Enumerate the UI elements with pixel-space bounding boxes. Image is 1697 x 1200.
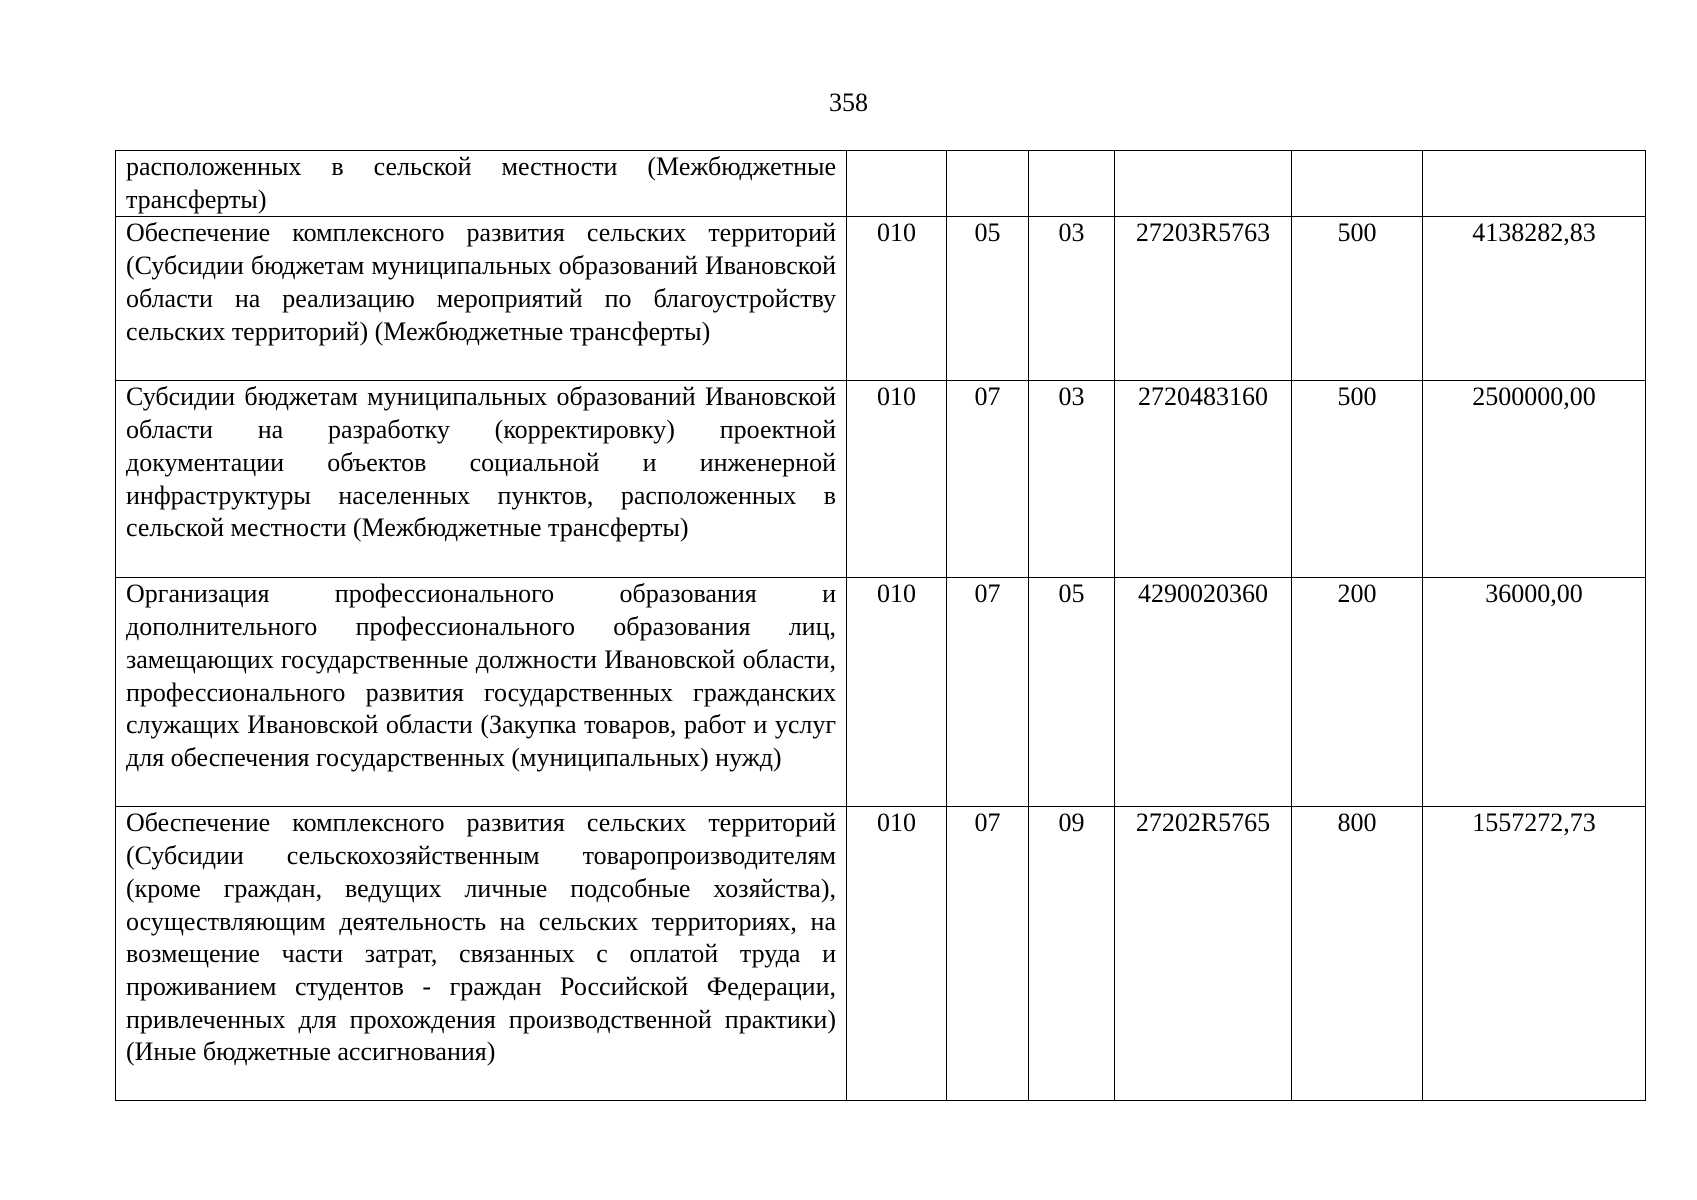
row-amount: 1557272,73 (1423, 807, 1646, 1101)
row-expense-type: 500 (1292, 381, 1423, 578)
row-expense-type: 500 (1292, 217, 1423, 381)
row-target: 27202R5765 (1115, 807, 1292, 1101)
row-subsection: 03 (1029, 217, 1115, 381)
row-section: 05 (947, 217, 1029, 381)
row-description: Обеспечение комплексного развития сельских территорий (Субсидии сельскохозяйственным товаропроизводителям (кроме граждан, ведущих личные подсобные хозяйства), осуществляющим деятельность на сельских территориях, на возмещение части затрат, связанных с оплатой труда и проживанием студентов - граждан Российской Федерации, привлеченных для прохождения производственной практики) (Иные бюджетные ассигнования) (116, 807, 847, 1101)
table-row (116, 381, 1646, 578)
table-row (116, 807, 1646, 1101)
row-description: Организация профессионального образования и дополнительного профессионального образования лиц, замещающих государственные должности Ивановской области, профессионального развития государственных гражданских служащих Ивановской области (Закупка товаров, работ и услуг для обеспечения государственных (муниципальных) нужд) (116, 578, 847, 807)
budget-table (115, 150, 1646, 1101)
row-code: 010 (847, 217, 947, 381)
row-amount (1423, 151, 1646, 217)
row-description: Обеспечение комплексного развития сельских территорий (Субсидии бюджетам муниципальных образований Ивановской области на реализацию мероприятий по благоустройству сельских территорий) (Межбюджетные трансферты) (116, 217, 847, 381)
table-row (116, 217, 1646, 381)
row-code: 010 (847, 578, 947, 807)
row-code: 010 (847, 381, 947, 578)
row-target: 27203R5763 (1115, 217, 1292, 381)
page-number: 358 (829, 88, 868, 117)
row-description: Субсидии бюджетам муниципальных образований Ивановской области на разработку (корректировку) проектной документации объектов социальной и инженерной инфраструктуры населенных пунктов, расположенных в сельской местности (Межбюджетные трансферты) (116, 381, 847, 578)
row-target: 4290020360 (1115, 578, 1292, 807)
row-section: 07 (947, 807, 1029, 1101)
row-amount: 4138282,83 (1423, 217, 1646, 381)
row-expense-type: 800 (1292, 807, 1423, 1101)
row-subsection: 05 (1029, 578, 1115, 807)
row-subsection: 03 (1029, 381, 1115, 578)
row-target: 2720483160 (1115, 381, 1292, 578)
row-section: 07 (947, 381, 1029, 578)
row-code (847, 151, 947, 217)
row-subsection (1029, 151, 1115, 217)
row-description: расположенных в сельской местности (Межбюджетные трансферты) (116, 151, 847, 217)
row-section (947, 151, 1029, 217)
row-expense-type: 200 (1292, 578, 1423, 807)
row-expense-type (1292, 151, 1423, 217)
table-row (116, 151, 1646, 217)
row-target (1115, 151, 1292, 217)
table-row (116, 578, 1646, 807)
row-subsection: 09 (1029, 807, 1115, 1101)
row-amount: 2500000,00 (1423, 381, 1646, 578)
row-amount: 36000,00 (1423, 578, 1646, 807)
row-section: 07 (947, 578, 1029, 807)
row-code: 010 (847, 807, 947, 1101)
